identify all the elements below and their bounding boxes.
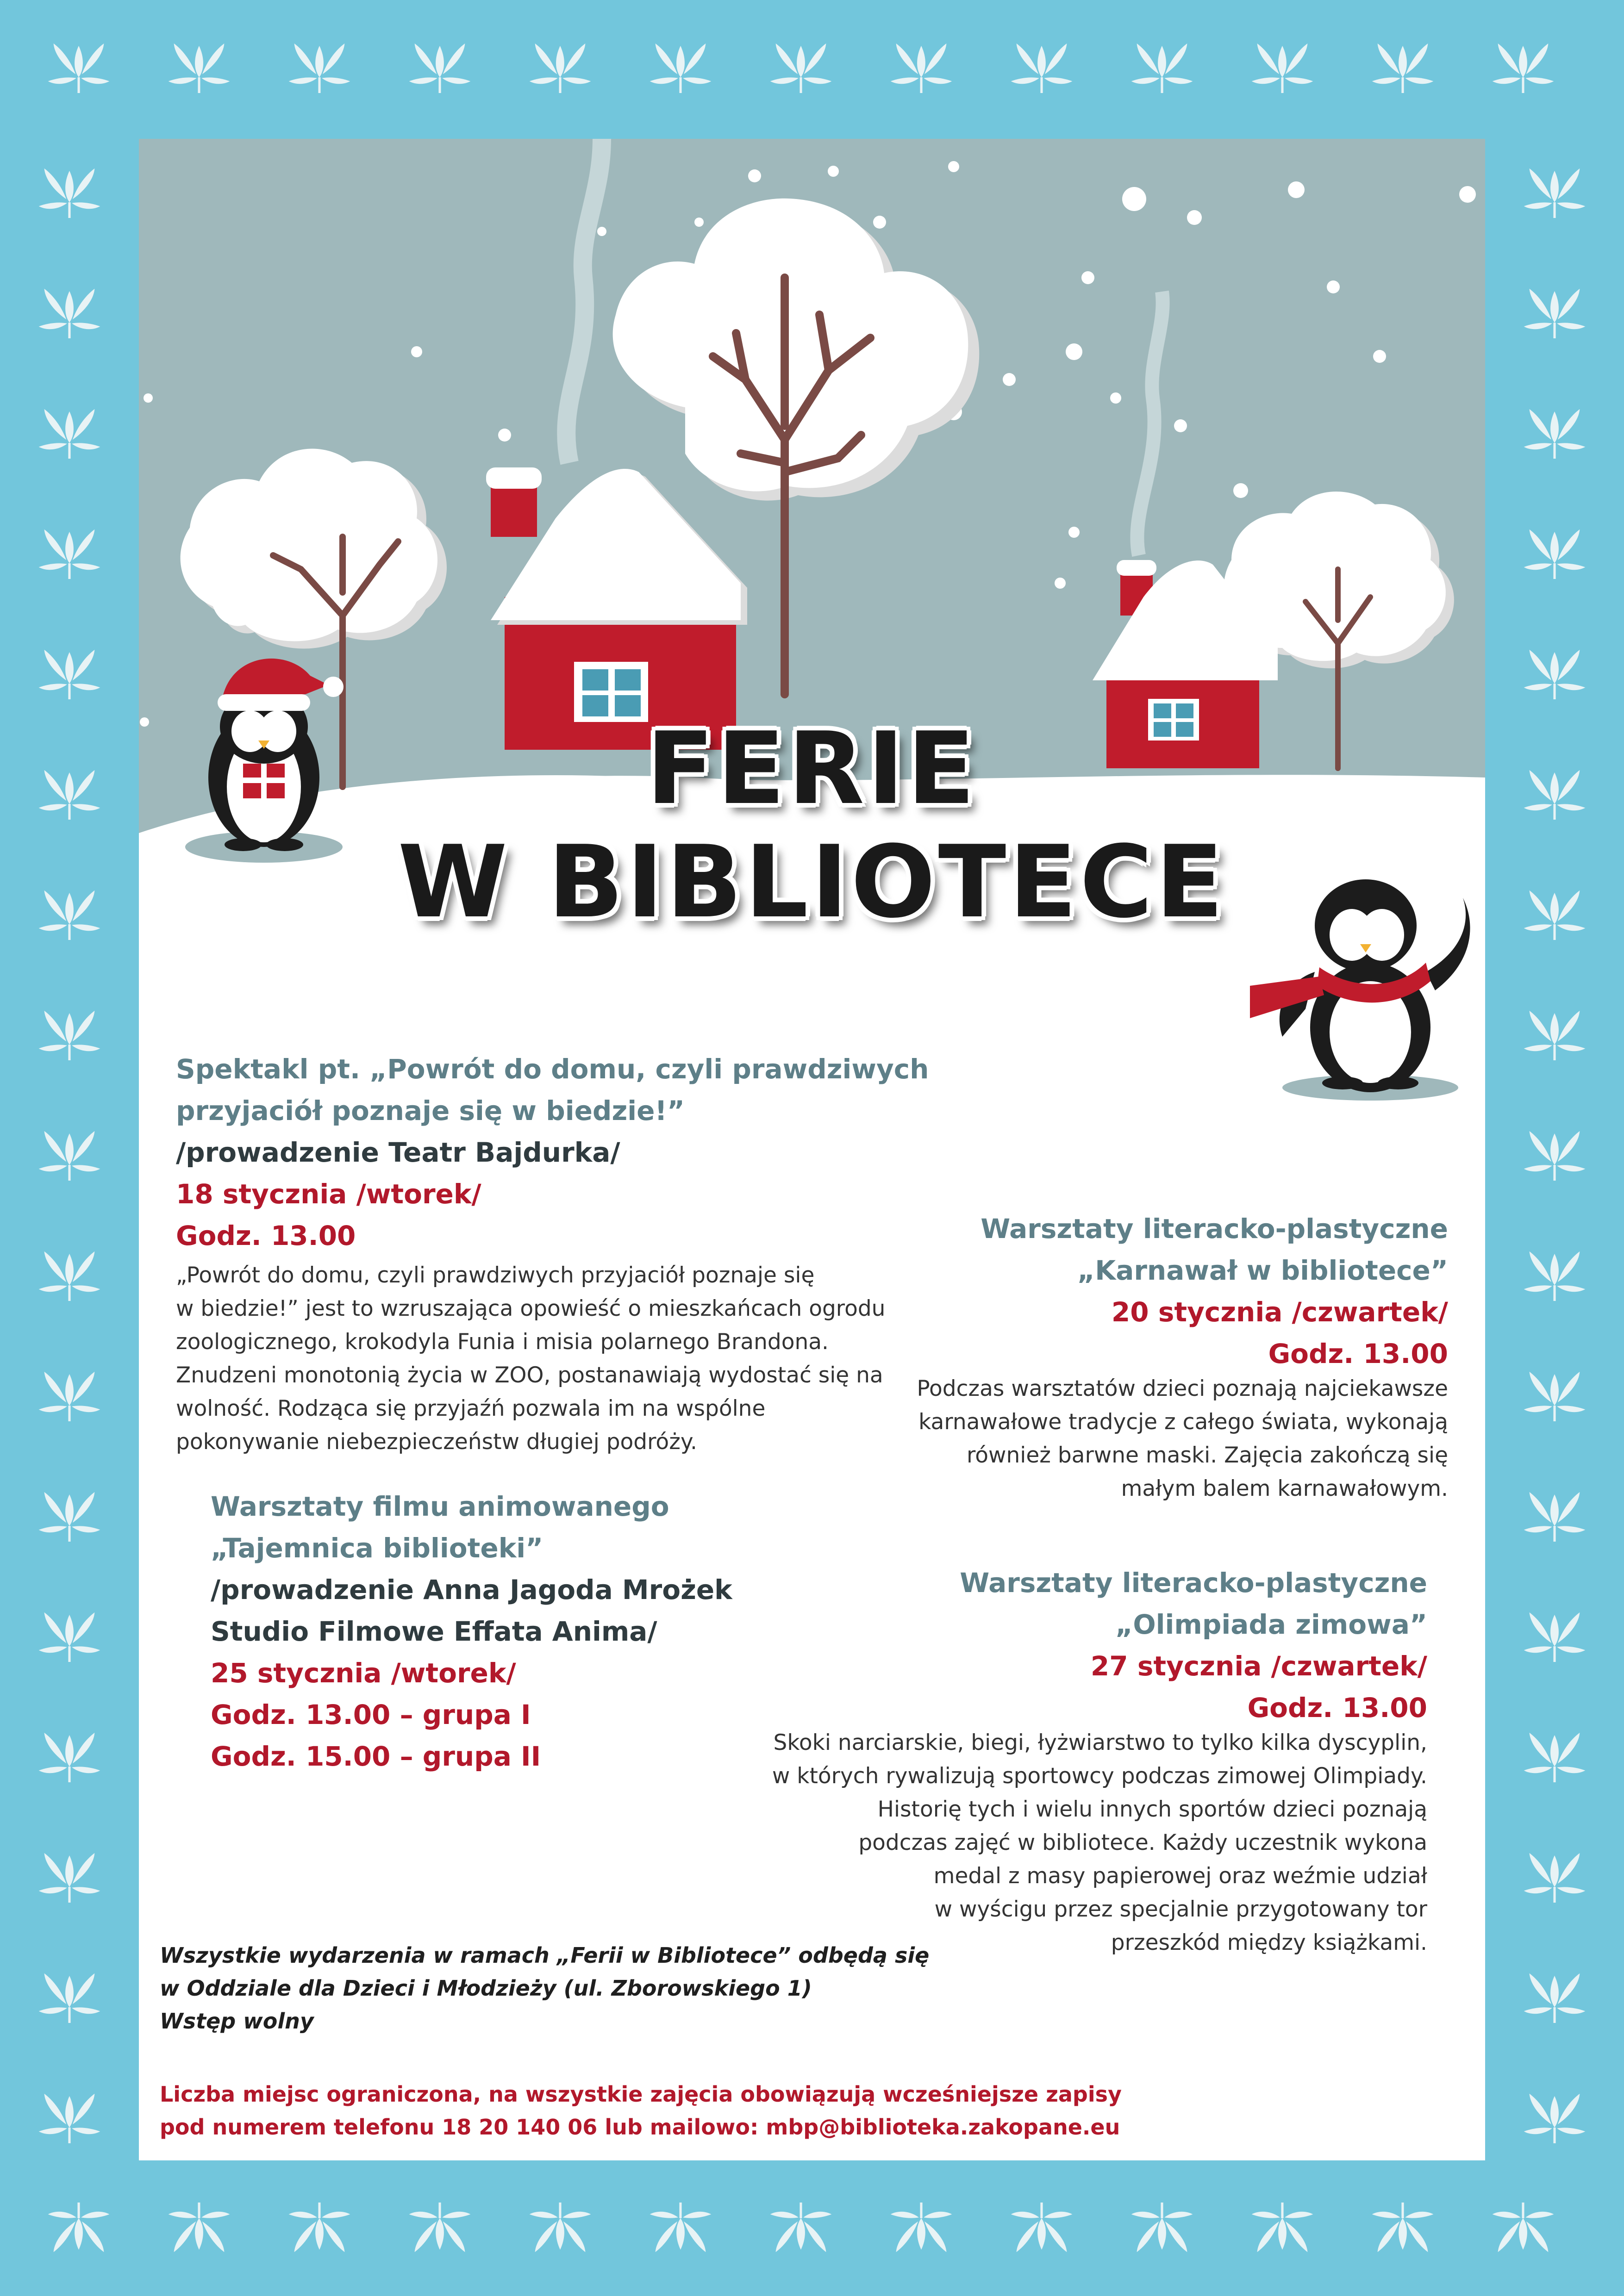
- footer-notice: Liczba miejsc ograniczona, na wszystkie zajęcia obowiązują wcześniejsze zapisy pod numerem telefonu 18 20 140 06 lub mailowo: mbp@biblioteka.zakopane.eu: [160, 2082, 1122, 2140]
- event-3-time: Godz. 13.00 – grupa I Godz. 15.00 – grupa II: [211, 1699, 541, 1772]
- event-1-description: „Powrót do domu, czyli prawdziwych przyjaciół poznaje się w biedzie!” jest to wzruszająca opowieść o mieszkańcach ogrodu zoologicznego, krokodyla Funia i misia polarnego Brandona. Znudzeni monotonią życia w ZOO, postanawiają wydostać się na wolność. Rodząca się przyjaźń pozwala im na wspólne pokonywanie niebezpieczeństw długiej podróży.: [176, 1263, 886, 1455]
- event-1-time: Godz. 13.00: [176, 1220, 356, 1251]
- event-4-time: Godz. 13.00: [1247, 1692, 1427, 1724]
- winter-scene-illustration: [139, 139, 1485, 1203]
- event-2-title: Warsztaty literacko-plastyczne „Karnawał w bibliotece”: [981, 1213, 1448, 1286]
- event-2-date: 20 stycznia /czwartek/: [1111, 1296, 1448, 1328]
- poster-title-line2: W BIBLIOTECE: [398, 824, 1226, 940]
- event-3-date: 25 stycznia /wtorek/: [211, 1657, 516, 1689]
- poster-title-line1: FERIE: [646, 710, 978, 827]
- event-2-description: Podczas warsztatów dzieci poznają najciekawsze karnawałowe tradycje z całego świata, wykonają również barwne maski. Zajęcia zakończą się małym balem karnawałowym.: [917, 1376, 1448, 1501]
- footer-info: Wszystkie wydarzenia w ramach „Ferii w Bibliotece” odbędą się w Oddziale dla Dzieci i Młodzieży (ul. Zborowskiego 1) Wstęp wolny: [160, 1943, 930, 2034]
- event-2-time: Godz. 13.00: [1268, 1338, 1448, 1369]
- event-1-title: Spektakl pt. „Powrót do domu, czyli prawdziwych przyjaciół poznaje się w biedzie!”: [176, 1053, 929, 1126]
- event-1-date: 18 stycznia /wtorek/: [176, 1178, 481, 1210]
- event-1-organizer: /prowadzenie Teatr Bajdurka/: [176, 1137, 620, 1168]
- event-4-description: Skoki narciarskie, biegi, łyżwiarstwo to tylko kilka dyscyplin, w których rywalizują sportowcy podczas zimowej Olimpiady. Historię tych i wielu innych sportów dzieci poznają podczas zajęć w bibliotece. Każdy uczestnik wykona medal z masy papierowej oraz weźmie udział w wyścigu przez specjalnie przygotowany tor przeszkód między książkami.: [772, 1730, 1427, 1955]
- event-4-date: 27 stycznia /czwartek/: [1090, 1650, 1427, 1682]
- event-3-title: Warsztaty filmu animowanego „Tajemnica biblioteki”: [211, 1491, 669, 1564]
- poster-panel: [139, 139, 1485, 2160]
- event-3-organizer: /prowadzenie Anna Jagoda Mrożek Studio Filmowe Effata Anima/: [211, 1574, 732, 1647]
- event-4-title: Warsztaty literacko-plastyczne „Olimpiada zimowa”: [960, 1567, 1427, 1640]
